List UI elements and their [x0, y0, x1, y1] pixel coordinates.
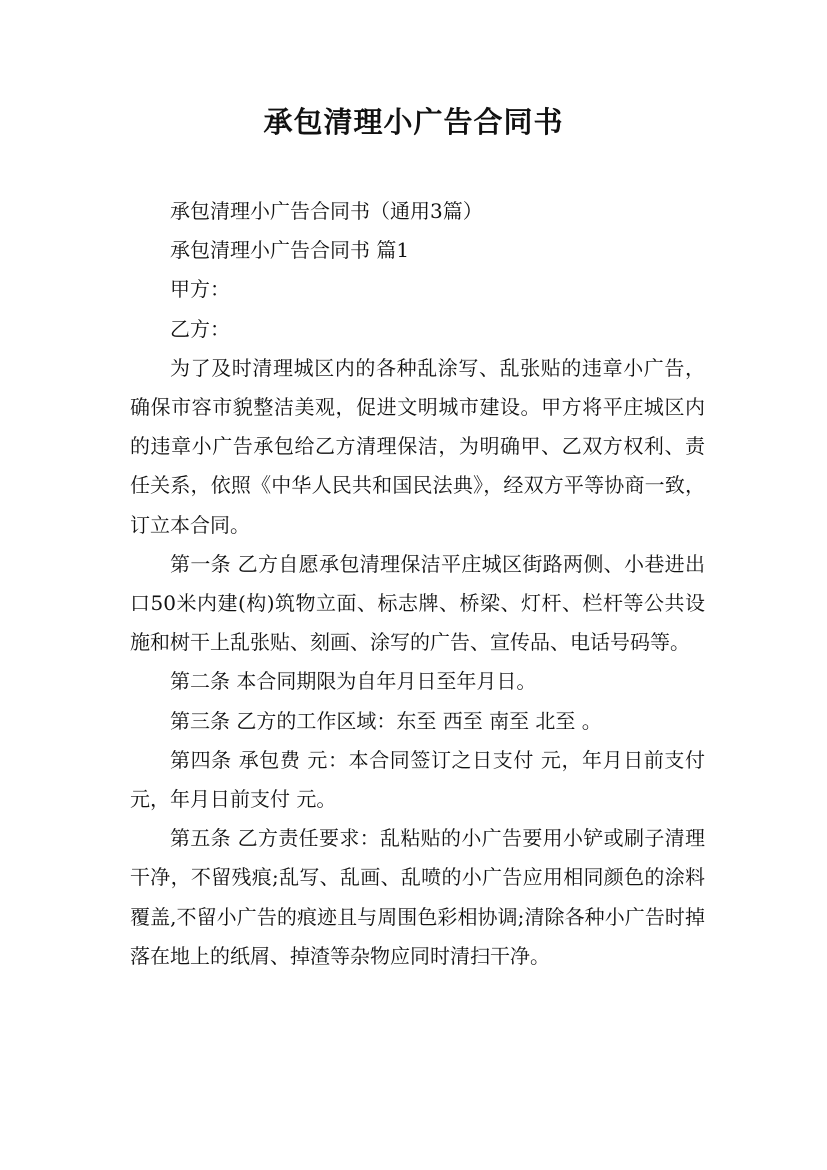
clause-5: 第五条 乙方责任要求：乱粘贴的小广告要用小铲或刷子清理干净，不留残痕;乱写、乱画、乱喷的小广告应用相同颜色的涂料覆盖,不留小广告的痕迹且与周围色彩相协调;清除各种小广告时掉落在地上的纸屑、掉渣等杂物应同时清扫干净。: [130, 826, 705, 968]
document-body: [130, 192, 705, 976]
party-a-line: 甲方：: [170, 277, 230, 302]
document-title: 承包清理小广告合同书: [263, 105, 564, 139]
clause-4: 第四条 承包费 元：本合同签订之日支付 元，年月日前支付 元，年月日前支付 元。: [130, 747, 705, 812]
party-b-line: 乙方：: [170, 316, 230, 341]
preamble-paragraph: 为了及时清理城区内的各种乱涂写、乱张贴的违章小广告，确保市容市貌整洁美观，促进文明城市建设。甲方将平庄城区内的违章小广告承包给乙方清理保洁，为明确甲、乙双方权利、责任关系，依照《中华人民共和国民法典》，经双方平等协商一致，订立本合同。: [130, 355, 705, 537]
clause-1: 第一条 乙方自愿承包清理保洁平庄城区街路两侧、小巷进出口50米内建(构)筑物立面、标志牌、桥梁、灯杆、栏杆等公共设施和树干上乱张贴、刻画、涂写的广告、宣传品、电话号码等。: [130, 551, 705, 655]
subtitle-collection: 承包清理小广告合同书（通用3篇）: [170, 199, 483, 223]
clause-3: 第三条 乙方的工作区域：东至 西至 南至 北至 。: [170, 708, 602, 733]
clause-2: 第二条 本合同期限为自年月日至年月日。: [170, 669, 537, 694]
subtitle-article-1: 承包清理小广告合同书 篇1: [170, 238, 410, 263]
